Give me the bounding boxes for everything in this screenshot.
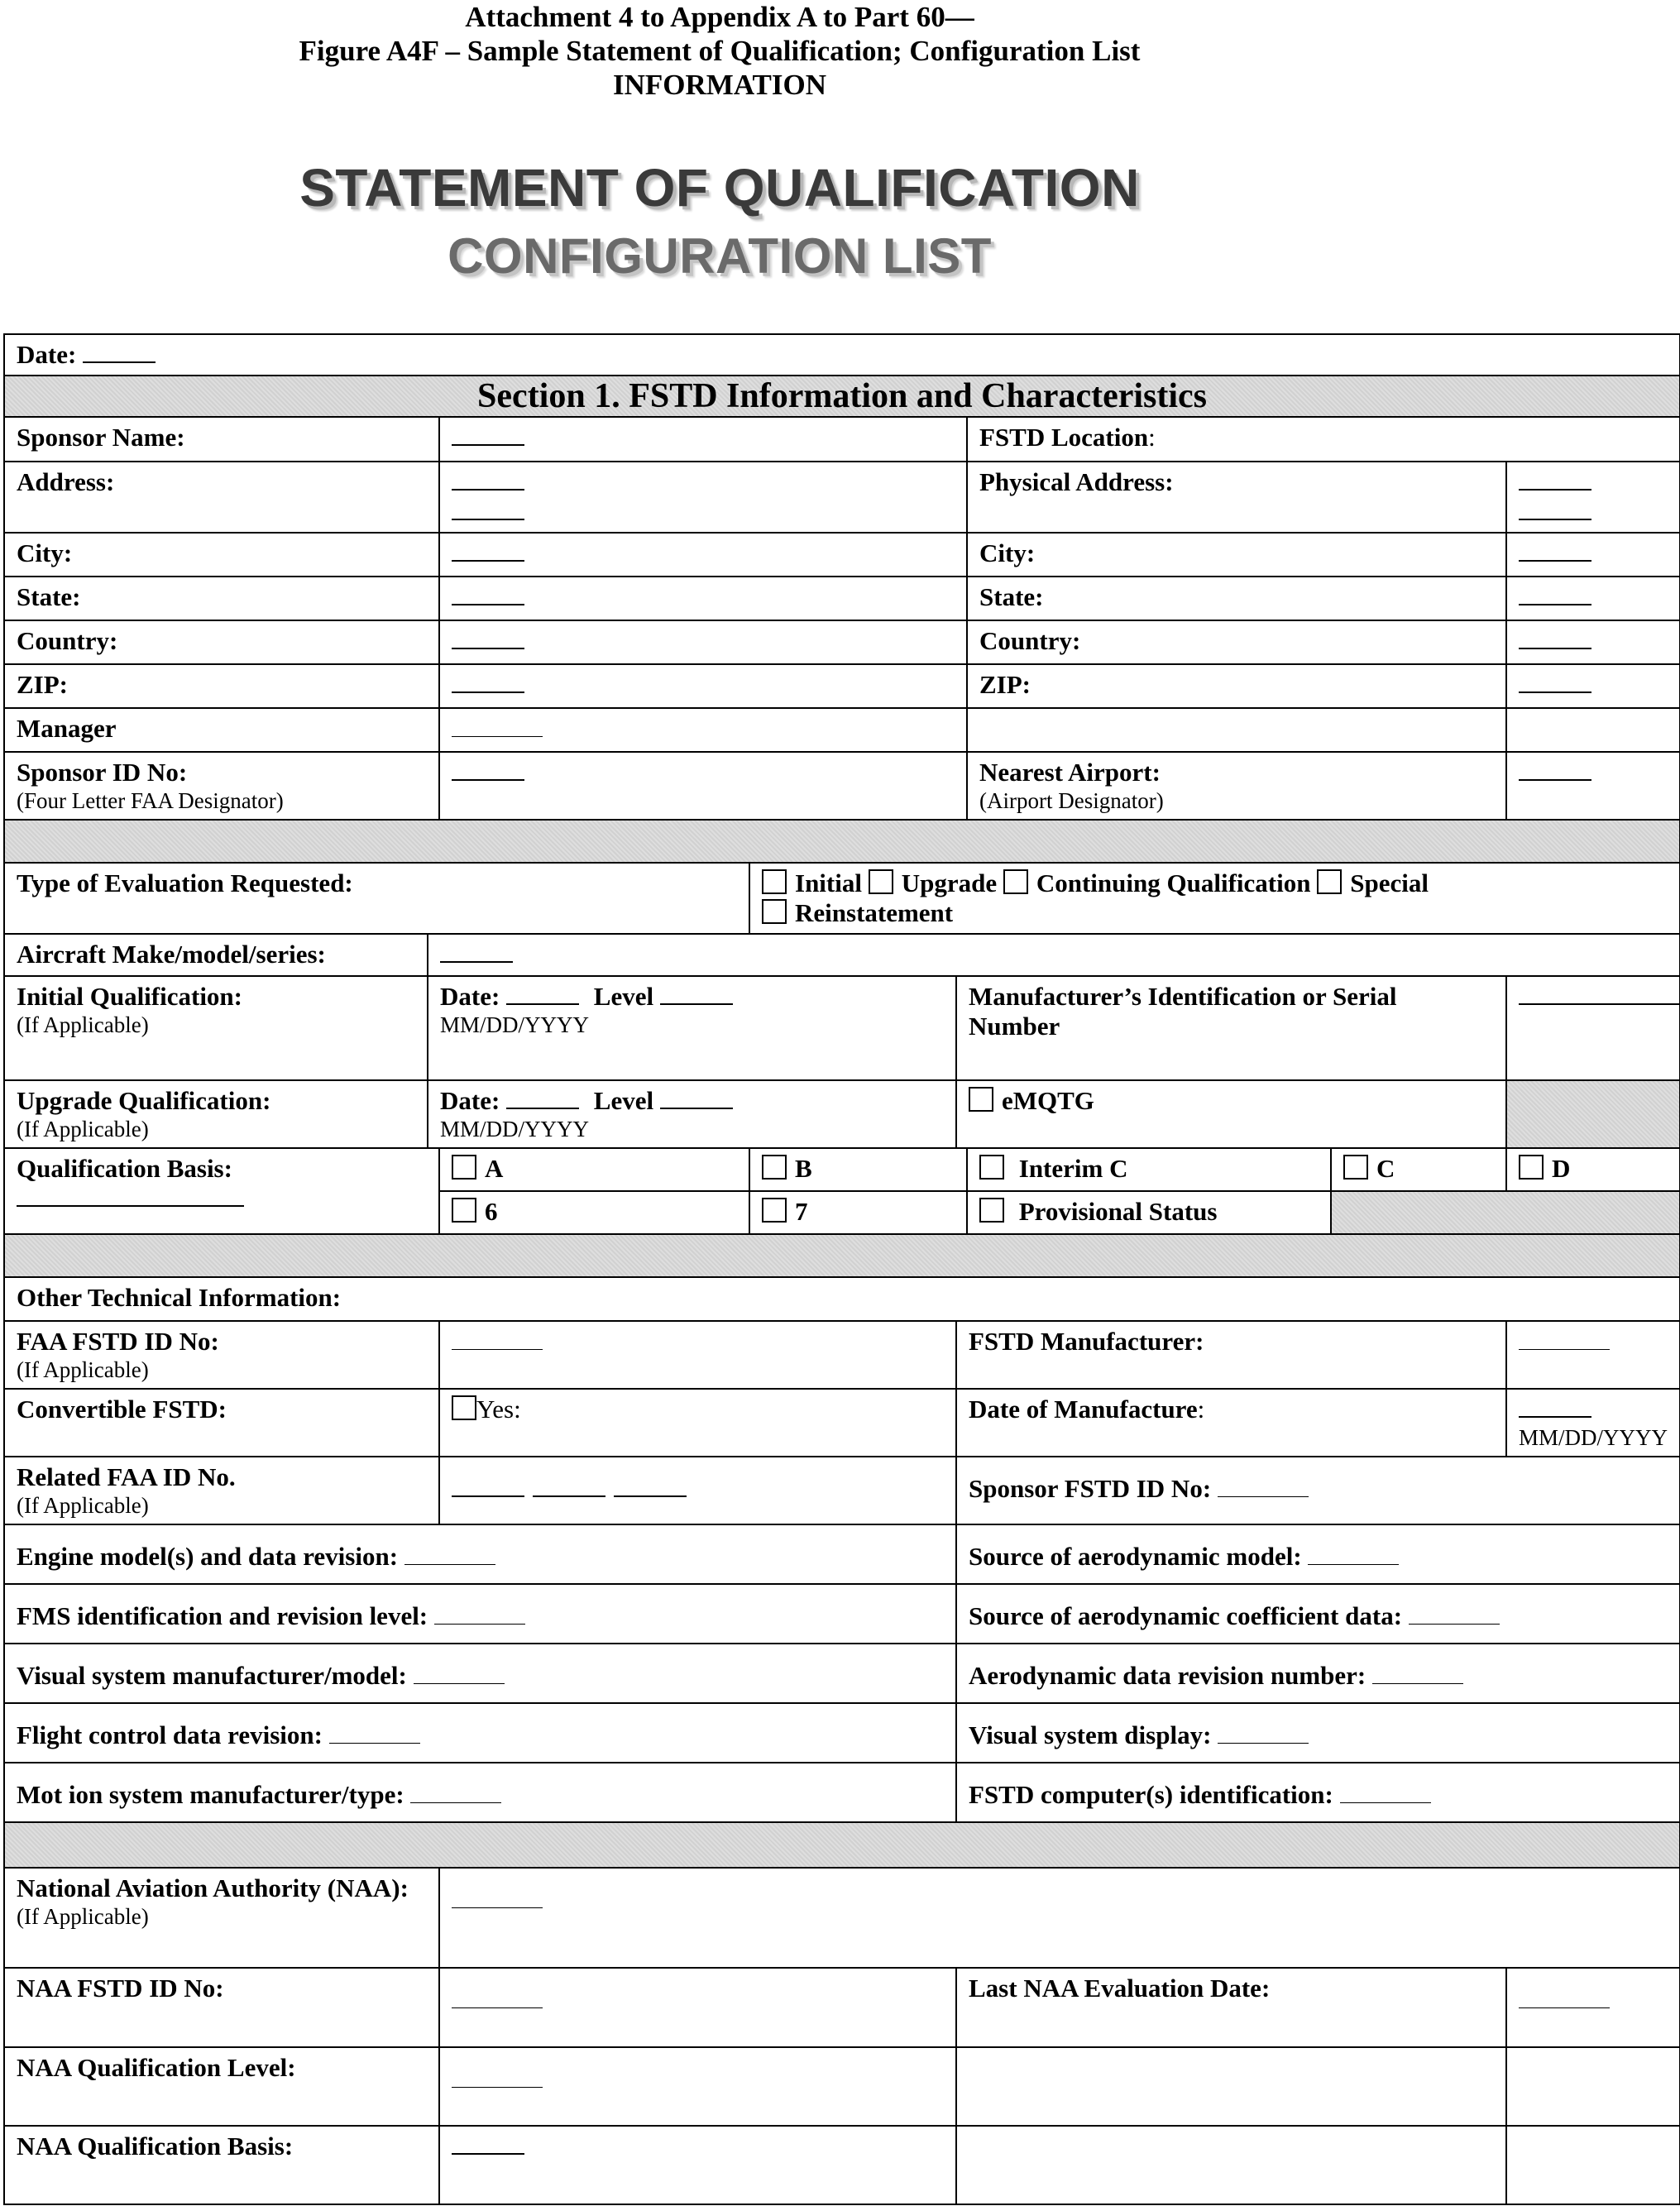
basis-d-label: D: [1552, 1154, 1571, 1183]
basis-6-label: 6: [485, 1197, 498, 1226]
initial-date-label: Date:: [440, 982, 500, 1011]
sponsor-id-note: (Four Letter FAA Designator): [17, 788, 284, 813]
basis-7-cell: [749, 1191, 967, 1234]
related-faa-id-value-cell: [439, 1457, 956, 1524]
fstd-location-colon: :: [1148, 423, 1156, 452]
fms-id-field[interactable]: [434, 1604, 525, 1625]
location-city-label: City:: [967, 533, 1506, 577]
fms-id-cell: [4, 1584, 956, 1644]
engine-model-field[interactable]: [404, 1544, 495, 1565]
faa-fstd-id-value-cell: [439, 1321, 956, 1389]
empty-cell: [967, 708, 1506, 752]
basis-c-label: C: [1376, 1154, 1395, 1183]
date-field[interactable]: [83, 342, 156, 363]
aero-coef-source-field[interactable]: [1409, 1604, 1500, 1625]
basis-d-cell: [1506, 1148, 1680, 1191]
fstd-manufacturer-label: FSTD Manufacturer:: [956, 1321, 1506, 1389]
emqtg-cell: [956, 1080, 1506, 1148]
basis-a-checkbox[interactable]: [452, 1155, 476, 1180]
faa-fstd-id-cell: [4, 1321, 439, 1389]
upgrade-option-label: Upgrade: [901, 869, 998, 897]
basis-interim-c-cell: [967, 1148, 1331, 1191]
qual-basis-cell: [4, 1148, 439, 1234]
naa-fstd-id-label: NAA FSTD ID No:: [4, 1968, 439, 2047]
aero-rev-cell: [956, 1644, 1680, 1703]
naa-qual-basis-cell: [439, 2126, 956, 2204]
basis-7-checkbox[interactable]: [762, 1198, 787, 1223]
state-field[interactable]: [452, 584, 524, 605]
sponsor-fstd-id-label: Sponsor FSTD ID No:: [969, 1474, 1212, 1503]
date-of-manufacture-value-cell: [1506, 1389, 1680, 1457]
basis-provisional-cell: [967, 1191, 1331, 1234]
empty-cell: [1506, 2047, 1680, 2126]
sponsor-name-field[interactable]: [452, 424, 524, 446]
continuing-checkbox[interactable]: [1003, 869, 1028, 894]
manufacturer-id-label: Manufacturer’s Identification or Serial Number: [956, 976, 1506, 1080]
date-of-manufacture-colon: :: [1197, 1395, 1205, 1424]
fstd-computer-field[interactable]: [1340, 1783, 1431, 1803]
upgrade-qual-note: (If Applicable): [17, 1117, 149, 1141]
address-field-2[interactable]: [452, 499, 524, 520]
date-label: Date:: [17, 340, 77, 369]
section-1-title: Section 1. FSTD Information and Characteristics: [4, 376, 1680, 417]
address-label: Address:: [4, 462, 439, 533]
initial-level-label: Level: [593, 982, 654, 1011]
nearest-airport-value-cell: [1506, 752, 1680, 820]
manager-cell: [439, 708, 967, 752]
basis-interim-c-label: Interim C: [1018, 1154, 1128, 1183]
faa-fstd-id-field[interactable]: [452, 1329, 543, 1350]
location-city-cell: [1506, 533, 1680, 577]
aero-model-source-label: Source of aerodynamic model:: [969, 1542, 1302, 1571]
initial-date-field[interactable]: [506, 983, 579, 1005]
visual-mfr-field[interactable]: [414, 1663, 505, 1684]
upgrade-date-label: Date:: [440, 1086, 500, 1115]
basis-d-checkbox[interactable]: [1519, 1155, 1544, 1180]
date-of-manufacture-field[interactable]: [1519, 1396, 1591, 1418]
manager-field[interactable]: [452, 716, 543, 737]
upgrade-level-label: Level: [593, 1086, 654, 1115]
naa-qual-basis-label: NAA Qualification Basis:: [4, 2126, 439, 2204]
qualification-form: [3, 333, 1680, 2205]
sponsor-name-label: Sponsor Name:: [4, 417, 439, 462]
initial-level-field[interactable]: [660, 983, 733, 1005]
last-naa-eval-cell: [1506, 1968, 1680, 2047]
location-zip-label: ZIP:: [967, 664, 1506, 708]
motion-system-label: Mot ion system manufacturer/type:: [17, 1780, 404, 1809]
date-row: [4, 334, 1680, 376]
aero-model-source-field[interactable]: [1308, 1544, 1399, 1565]
basis-6-checkbox[interactable]: [452, 1198, 476, 1223]
faa-fstd-id-note: (If Applicable): [17, 1357, 149, 1382]
eval-type-options: [749, 863, 1680, 934]
convertible-cell: [439, 1389, 956, 1457]
naa-qual-basis-field[interactable]: [452, 2133, 524, 2155]
emqtg-label: eMQTG: [1002, 1086, 1094, 1115]
country-cell: [439, 620, 967, 664]
city-cell: [439, 533, 967, 577]
document-header: [0, 0, 1439, 102]
location-country-label: Country:: [967, 620, 1506, 664]
initial-qual-label: Initial Qualification:: [17, 982, 242, 1011]
sponsor-id-label: Sponsor ID No:: [17, 758, 188, 787]
initial-checkbox[interactable]: [762, 869, 787, 894]
convertible-yes-label: Yes:: [476, 1395, 521, 1424]
sponsor-name-cell: [439, 417, 967, 462]
fstd-manufacturer-cell: [1506, 1321, 1680, 1389]
aircraft-model-label: Aircraft Make/model/series:: [4, 934, 428, 976]
city-label: City:: [4, 533, 439, 577]
faa-fstd-id-label: FAA FSTD ID No:: [17, 1327, 219, 1356]
flight-control-cell: [4, 1703, 956, 1763]
basis-provisional-label: Provisional Status: [1018, 1197, 1218, 1226]
flight-control-label: Flight control data revision:: [17, 1720, 323, 1749]
title-statement: STATEMENT OF QUALIFICATION: [299, 158, 1140, 218]
fstd-location-cell: [967, 417, 1680, 462]
empty-cell: [956, 2047, 1506, 2126]
nearest-airport-label: Nearest Airport:: [979, 758, 1161, 787]
naa-qual-level-label: NAA Qualification Level:: [4, 2047, 439, 2126]
city-field[interactable]: [452, 540, 524, 562]
zip-cell: [439, 664, 967, 708]
nearest-airport-cell: [967, 752, 1506, 820]
related-faa-id-field-3[interactable]: [614, 1476, 687, 1497]
country-label: Country:: [4, 620, 439, 664]
naa-cell: [4, 1868, 439, 1968]
emqtg-checkbox[interactable]: [969, 1087, 993, 1112]
initial-qual-note: (If Applicable): [17, 1012, 149, 1037]
visual-display-field[interactable]: [1218, 1723, 1309, 1744]
special-option-label: Special: [1350, 869, 1429, 897]
sponsor-id-cell: [4, 752, 439, 820]
address-cell: [439, 462, 967, 533]
naa-fstd-id-field[interactable]: [452, 1988, 543, 2008]
manufacturer-id-field[interactable]: [1519, 983, 1680, 1005]
basis-interim-c-checkbox[interactable]: [979, 1155, 1004, 1180]
initial-date-format: MM/DD/YYYY: [440, 1012, 590, 1037]
physical-address-label: Physical Address:: [967, 462, 1506, 533]
visual-display-cell: [956, 1703, 1680, 1763]
basis-a-label: A: [485, 1154, 504, 1183]
basis-c-checkbox[interactable]: [1343, 1155, 1368, 1180]
sponsor-fstd-id-field[interactable]: [1218, 1476, 1309, 1497]
engine-model-cell: [4, 1524, 956, 1584]
initial-option-label: Initial: [795, 869, 862, 897]
initial-qual-cell: [4, 976, 428, 1080]
manufacturer-id-cell: [1506, 976, 1680, 1080]
convertible-yes-checkbox[interactable]: [452, 1395, 476, 1420]
basis-a-cell: [439, 1148, 749, 1191]
upgrade-qual-label: Upgrade Qualification:: [17, 1086, 271, 1115]
fstd-computer-label: FSTD computer(s) identification:: [969, 1780, 1333, 1809]
location-zip-cell: [1506, 664, 1680, 708]
upgrade-date-format: MM/DD/YYYY: [440, 1117, 590, 1141]
naa-qual-level-field[interactable]: [452, 2067, 543, 2088]
state-label: State:: [4, 577, 439, 620]
fstd-computer-cell: [956, 1763, 1680, 1822]
aero-coef-source-cell: [956, 1584, 1680, 1644]
sponsor-fstd-id-cell: [956, 1457, 1680, 1524]
aero-model-source-cell: [956, 1524, 1680, 1584]
visual-display-label: Visual system display:: [969, 1720, 1212, 1749]
location-country-cell: [1506, 620, 1680, 664]
visual-mfr-label: Visual system manufacturer/model:: [17, 1661, 407, 1690]
title-configuration: CONFIGURATION LIST: [448, 228, 992, 284]
motion-system-cell: [4, 1763, 956, 1822]
convertible-label: Convertible FSTD:: [4, 1389, 439, 1457]
address-field-1[interactable]: [452, 469, 524, 490]
upgrade-checkbox[interactable]: [869, 869, 893, 894]
basis-7-label: 7: [795, 1197, 808, 1226]
upgrade-level-field[interactable]: [660, 1088, 733, 1109]
qual-basis-label: Qualification Basis:: [17, 1154, 232, 1183]
location-zip-field[interactable]: [1519, 672, 1591, 693]
location-state-label: State:: [967, 577, 1506, 620]
related-faa-id-cell: [4, 1457, 439, 1524]
aero-rev-field[interactable]: [1372, 1663, 1463, 1684]
naa-field[interactable]: [452, 1888, 543, 1908]
fstd-location-label: FSTD Location: [979, 423, 1149, 452]
motion-system-field[interactable]: [410, 1783, 501, 1803]
special-checkbox[interactable]: [1317, 869, 1342, 894]
aircraft-model-cell: [428, 934, 1680, 976]
shaded-separator: [4, 1822, 1680, 1868]
engine-model-label: Engine model(s) and data revision:: [17, 1542, 399, 1571]
header-line-2: Figure A4F – Sample Statement of Qualification; Configuration List: [299, 35, 1141, 67]
naa-fstd-id-cell: [439, 1968, 956, 2047]
date-of-manufacture-label: Date of Manufacture: [969, 1395, 1198, 1424]
basis-provisional-checkbox[interactable]: [979, 1198, 1004, 1223]
continuing-option-label: Continuing Qualification: [1036, 869, 1311, 897]
related-faa-id-label: Related FAA ID No.: [17, 1462, 236, 1491]
related-faa-id-field-1[interactable]: [452, 1476, 524, 1497]
location-state-field[interactable]: [1519, 584, 1591, 605]
upgrade-qual-cell: [4, 1080, 428, 1148]
sponsor-id-value-cell: [439, 752, 967, 820]
basis-b-cell: [749, 1148, 967, 1191]
physical-address-field-1[interactable]: [1519, 469, 1591, 490]
reinstatement-checkbox[interactable]: [762, 899, 787, 924]
sponsor-id-field[interactable]: [452, 759, 524, 781]
aircraft-model-field[interactable]: [440, 941, 513, 963]
upgrade-qual-date-cell: [428, 1080, 956, 1148]
fstd-manufacturer-field[interactable]: [1519, 1329, 1610, 1350]
physical-address-field-2[interactable]: [1519, 499, 1591, 520]
zip-field[interactable]: [452, 672, 524, 693]
last-naa-eval-field[interactable]: [1519, 1988, 1610, 2008]
basis-b-checkbox[interactable]: [762, 1155, 787, 1180]
date-of-manufacture-cell: [956, 1389, 1506, 1457]
state-cell: [439, 577, 967, 620]
basis-b-label: B: [795, 1154, 812, 1183]
aero-coef-source-label: Source of aerodynamic coefficient data:: [969, 1601, 1403, 1630]
eval-type-label: Type of Evaluation Requested:: [4, 863, 749, 934]
empty-cell: [1506, 708, 1680, 752]
basis-c-cell: [1331, 1148, 1506, 1191]
date-of-manufacture-format: MM/DD/YYYY: [1519, 1425, 1668, 1450]
visual-mfr-cell: [4, 1644, 956, 1703]
naa-note: (If Applicable): [17, 1904, 149, 1929]
location-state-cell: [1506, 577, 1680, 620]
shaded-cell: [1506, 1080, 1680, 1148]
empty-cell: [956, 2126, 1506, 2204]
naa-value-cell: [439, 1868, 1680, 1968]
upgrade-date-field[interactable]: [506, 1088, 579, 1109]
zip-label: ZIP:: [4, 664, 439, 708]
shaded-cell: [1331, 1191, 1680, 1234]
shaded-separator: [4, 820, 1680, 863]
manager-label: Manager: [4, 708, 439, 752]
location-country-field[interactable]: [1519, 628, 1591, 649]
header-line-1: Attachment 4 to Appendix A to Part 60—: [465, 1, 974, 33]
initial-qual-date-cell: [428, 976, 956, 1080]
basis-6-cell: [439, 1191, 749, 1234]
aero-rev-label: Aerodynamic data revision number:: [969, 1661, 1366, 1690]
header-line-3: INFORMATION: [613, 69, 826, 101]
country-field[interactable]: [452, 628, 524, 649]
reinstatement-option-label: Reinstatement: [795, 898, 954, 927]
nearest-airport-note: (Airport Designator): [979, 788, 1164, 813]
empty-cell: [1506, 2126, 1680, 2204]
location-city-field[interactable]: [1519, 540, 1591, 562]
nearest-airport-field[interactable]: [1519, 759, 1591, 781]
related-faa-id-field-2[interactable]: [533, 1476, 605, 1497]
flight-control-field[interactable]: [329, 1723, 420, 1744]
last-naa-eval-label: Last NAA Evaluation Date:: [956, 1968, 1506, 2047]
other-tech-label: Other Technical Information:: [4, 1277, 1680, 1321]
naa-qual-level-cell: [439, 2047, 956, 2126]
qual-basis-field[interactable]: [17, 1185, 244, 1207]
physical-address-cell: [1506, 462, 1680, 533]
shaded-separator: [4, 1234, 1680, 1277]
fms-id-label: FMS identification and revision level:: [17, 1601, 428, 1630]
related-faa-id-note: (If Applicable): [17, 1493, 149, 1518]
naa-label: National Aviation Authority (NAA):: [17, 1873, 409, 1902]
